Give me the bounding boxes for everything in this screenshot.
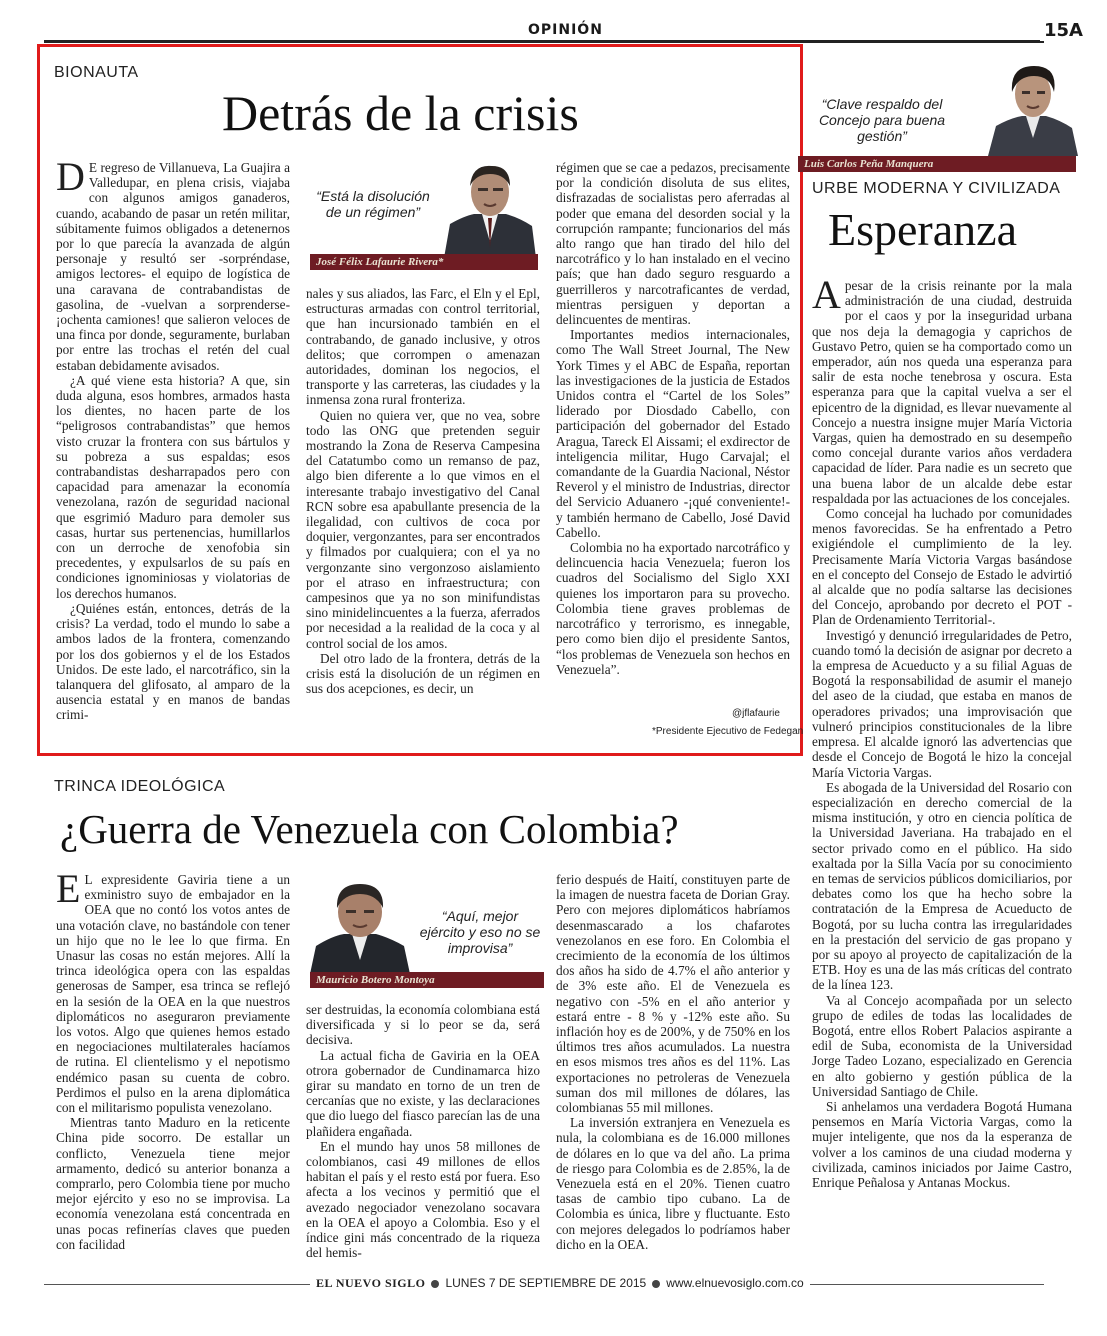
section-label: TRINCA IDEOLÓGICA — [54, 778, 226, 795]
header-rule — [44, 40, 1044, 43]
paragraph: Investigó y denunció irregularidades de Petro, cuando tomó la decisión de asignar por decreto a la empresa de Acueducto y a su filial Aguas de Bogotá la responsabilidad de asumir el manejo del aseo de la ciudad, que estaba en manos de operadores privados; una improvisación que vulneró principios constitucionales de la libre empresa. El alcalde ignoró las advertencias que desde el Concejo de Bogotá le hizo la concejal María Victoria Vargas. — [812, 627, 1072, 780]
article-column — [812, 272, 1072, 1268]
section-label: BIONAUTA — [54, 64, 139, 81]
paragraph: Colombia no ha exportado narcotráfico y delincuencia hacia Venezuela; fueron los cuadros del Socialismo del Siglo XXI quienes los importaron para su provecho. Colombia tiene graves problemas de narcotráfico y terrorismo, es innegable, pero como bien dijo el presidente Santos, “los problemas de Venezuela son hechos en Venezuela”. — [556, 540, 790, 677]
paragraph: Como concejal ha luchado por comunidades menos favorecidas. Se ha enfrentado a Petro exigiéndole el cumplimiento de la ley. Precisamente María Victoria Vargas basándose en el concepto del Consejo de Estado le advirtió al alcalde que no podía saltarse las decisiones del Concejo, aprobando por decreto el POT -Plan de Ordenamiento Territorial-. — [812, 506, 1072, 628]
footer-items — [310, 1276, 810, 1291]
paragraph: En el mundo hay unos 58 millones de colombianos, casi 49 millones de ellos habitan el país y el resto está por fuera. Eso afecta a los vecinos y permitió que el avezado negociador venezolano socavara en la OEA el apoyo a Colombia. Eso y el índice gini más concentrado de la riqueza del hemis- — [306, 1138, 540, 1261]
dropcap: D — [56, 154, 85, 199]
pullquote-text: “Clave respaldo del Concejo para buena gestión” — [818, 96, 946, 144]
paragraph: Importantes medios internacionales, como The Wall Street Journal, The New York Times y el ABC de España, reportan las investigaciones de la justicia de Estados Unidos contra el “Cartel de los Soles” liderado por Diosdado Cabello, con participación del gobernador del Estado Aragua, Tareck El Aissami; el exdirector de inteligencia militar, Hugo Carvajal; el comandante de la Guardia Nacional, Néstor Reverol y el ministro de Industrias, director del Servicio Aduanero -¡qué conveniente!- y también hermano de Cabello, José David Cabello. — [556, 327, 790, 540]
website-url: www.elnuevosiglo.com.co — [666, 1276, 804, 1290]
pullquote-author: José Félix Lafaurie Rivera* — [310, 254, 538, 270]
paragraph: Mientras tanto Maduro en la reticente China pide socorro. De estallar un conflicto, Venezuela tiene mejor armamento, dedicó su anterior bonanza a comprarlo, pero Colombia tiene por mucho mejor ejército y eso no se improvisa. La economía venezolana está concentrada en unas pocas refinerías claves que pueden con facilidad — [56, 1115, 290, 1252]
pullquote-author: Mauricio Botero Montoya — [310, 972, 544, 988]
headline: ¿Guerra de Venezuela con Colombia? — [60, 806, 679, 852]
paragraph: ser destruidas, la economía colombiana está diversificada y si lo peor se da, será decisiva. — [306, 1002, 540, 1048]
section-name: OPINIÓN — [520, 22, 611, 38]
paragraph: ferio después de Haití, constituyen parte de la imagen de nuestra faceta de Dorian Gray. Pero con mejores diplomáticos habríamos desenmascarado a los chafarotes venezolanos en ese foro. En Colombia el crecimiento de la economía de los últimos dos años ha sido de 4.7% el año anterior y de 3% este año. El de Venezuela es negativo con -5% en el año anterior y estará entre - 8 % y -12% este año. Su inflación hoy es de 200%, y de 750% en los últimos tres años acumulados. La nuestra en esos mismos tres años es del 11%. Las exportaciones no petroleras de Venezuela suman dos mil millones de dólares, las colombianas 55 mil millones. — [556, 872, 790, 1116]
author-portrait-icon — [444, 158, 536, 258]
pullquote — [792, 58, 1082, 176]
headline: Detrás de la crisis — [222, 85, 579, 141]
paragraph: D E regreso de Villanueva, La Guajira a Valledupar, en plena crisis, viajaba con algunos amigos ganaderos, cuando, acabando de pasar un retén militar, súbitamente fuimos obligados a detenernos por lo que parecía la avanzada de algún personaje y resultó ser -sorpréndase, amigos lectores- el equipo de logística de una caravana de contrabandistas de gasolina, de -vuelvan a sorprenderse- ¡ochenta camiones! que salieron veloces de una finca por donde, seguramente, burlaban por entre las trochas el retén del cual estaban debidamente avisados. — [56, 154, 290, 373]
issue-date: LUNES 7 DE SEPTIEMBRE DE 2015 — [445, 1276, 647, 1290]
article-column-2 — [306, 1002, 540, 1266]
author-footnote: *Presidente Ejecutivo de Fedegan — [652, 726, 804, 737]
dropcap: E — [56, 866, 81, 911]
headline: Esperanza — [828, 204, 1017, 255]
page-header — [0, 18, 1107, 46]
paragraph: régimen que se cae a pedazos, precisamente por la condición disoluta de sus elites, disfrazadas de socialistas pero aferradas al poder que emana del desorden social y la corrupción rampante; funcionarios del más alto rango que han tirado del hilo del narcotráfico y lo han instalado en el vecino país; que han dado seguro resguardo a guerrilleros y narcotraficantes de verdad, mientras persiguen y deportan a delincuentes de mentiras. — [556, 160, 790, 328]
article-column-1 — [56, 154, 290, 740]
bullet-icon — [652, 1280, 660, 1288]
paragraph: ¿A qué viene esta historia? A que, sin duda alguna, esos hombres, armados hasta los dientes, no hacen parte de los “peligrosos contrabandistas” que hemos visto cruzar la frontera con sus bártulos y su pobreza a sus espaldas; esos contrabandistas desharrapados pero con capacidad para amenazar la economía venezolana, razón de seguridad nacional que esgrimió Maduro para demoler sus casas, hurtar sus pertenencias, humillarlos con un derroche de xenofobia sin precedentes, y expulsarlos de su país en condiciones ignominiosas y violatorias de los derechos humanos. — [56, 372, 290, 601]
paragraph: La actual ficha de Gaviria en la OEA otrora gobernador de Cundinamarca hizo girar su mandato en torno de un tren de cercanías que no existe, y las declaraciones que dio luego del fiasco parecían las de una plañidera engañada. — [306, 1047, 540, 1139]
paragraph: Si anhelamos una verdadera Bogotá Humana pensemos en María Victoria Vargas, como la mujer inteligente, que nos da la esperanza de volver a los caminos de una ciudad moderna y civilizada, caminos iniciados por Jaime Castro, Enrique Peñalosa y Antanas Mockus. — [812, 1098, 1072, 1190]
pullquote-author: Luis Carlos Peña Manquera — [798, 156, 1076, 172]
bullet-icon — [431, 1280, 439, 1288]
section-label: URBE MODERNA Y CIVILIZADA — [812, 180, 1061, 197]
article-column-2 — [306, 286, 540, 740]
paragraph: E L expresidente Gaviria tiene a un exministro suyo de embajador en la OEA que no contó los votos antes de una votación clave, no bastándole con tener un hijo que no le lee lo que firma. En Unasur las cosas no están mejores. Allí la trinca ideológica opera con las espaldas generosas de Samper, esa trinca se reflejó en la sesión de la OEA en la que nuestros diplomáticos no aseguraron previamente los votos. Algo que quienes hemos estado en negociaciones multilaterales hacíamos de rutina. El clientelismo y el nepotismo endémico pasan su cuenta de cobro. Perdimos el pulso en la arena diplomática con el militarismo populista venezolano. — [56, 866, 290, 1116]
newspaper-name: EL NUEVO SIGLO — [316, 1276, 426, 1290]
dropcap: A — [812, 272, 841, 317]
paragraph: Es abogada de la Universidad del Rosario con especialización en derecho comercial de la misma institución, y otro en ciencia política de la Universidad Javeriana. Ha trabajado en el sector privado como en el público. Ha sido exaltada por la Silla Vacía por su conocimiento en temas de servicios públicos domiciliarios, por debates como los que ha hecho sobre la contratación de la Empresa de Acueducto de Bogotá, por su lucha contra las irregularidades en la prestación del servicio de gas propano y por su apoyo al proyecto de capitalización de la ETB. Hoy es una de las más críticas del contrato de la línea 123. — [812, 779, 1072, 993]
article-column-1 — [56, 866, 290, 1266]
pullquote — [304, 868, 548, 990]
paragraph: Quien no quiera ver, que no vea, sobre todo las ONG que pretenden seguir mostrando la Zona de Reserva Campesina del Catatumbo como un remanso de paz, algo bien diferente a lo que vimos en el interesante trabajo investigativo del Canal RCN sobre esa apabullante presencia de la ilegalidad, con cultivos de coca por doquier, vergonzantes, para ser encontrados y filmados por cualquiera; con el ya no vergonzante sino vergonzoso aislamiento por el atraso en infraestructura; con campesinos que ya no son minifundistas sino minidelincuentes a la fuerza, aferrados por necesidad a la realidad de la coca y al control social de los amos. — [306, 407, 540, 651]
paragraph: La inversión extranjera en Venezuela es nula, la colombiana es de 16.000 millones de dólares en lo que va del año. La prima de riesgo para Colombia es de 2.85%, la de Venezuela está en el 20%. Tienen cuatro tasas de cambio tipo cubano. La de Colombia es única, libre y fluctuante. Esto con mejores delegados lo podríamos haber dicho en la OEA. — [556, 1115, 790, 1252]
article-column-3 — [556, 872, 790, 1266]
author-handle: @jflafaurie — [732, 708, 780, 719]
paragraph: Apesar de la crisis reinante por la mala administración de una ciudad, destruida por el caos y por la inseguridad urbana que nos deja la demagogia y caprichos de Gustavo Petro, quien se ha comportado como un emperador, aún nos queda una esperanza para salir de esta noche tenebrosa y oscura. Esta esperanza para que la capital vuelva a ser el epicentro de la dignidad, es llevar nuevamente al Concejo a nuestra insigne mujer María Victoria Vargas, quien ha demostrado en su desempeño como concejal durante varios años verdadera capacidad de líder. Para nadie es un secreto que una buena labor de un alcalde debe estar respaldada por las actuaciones de los concejales. — [812, 272, 1072, 506]
paragraph: nales y sus aliados, las Farc, el Eln y el Epl, estructuras armadas con control territorial, que han incursionado también en el contrabando, de ganado inclusive, y otros delitos; que corrompen o amenazan autoridades, dominan los negocios, el transporte y las carreteras, las ciudades y la inmensa zona rural fronteriza. — [306, 286, 540, 408]
page-footer — [0, 1272, 1107, 1298]
article-column-3 — [556, 160, 790, 708]
author-portrait-icon — [310, 874, 410, 974]
pullquote — [306, 158, 542, 276]
page-number: 15A — [1040, 20, 1087, 41]
pullquote-text: “Aquí, mejor ejército y eso no se improvisa” — [419, 908, 541, 956]
pullquote-text: “Está la disolución de un régimen” — [316, 188, 430, 220]
author-portrait-icon — [988, 58, 1078, 156]
paragraph: Del otro lado de la frontera, detrás de la crisis está la disolución de un régimen en sus dos acepciones, es decir, un — [306, 650, 540, 697]
paragraph: ¿Quiénes están, entonces, detrás de la crisis? La verdad, todo el mundo lo sabe a ambos lados de la frontera, comenzando por los dos gobiernos y el de los Estados Unidos. De este lado, el narcotráfico, sin la talanquera del glifosato, al amparo de la ausencia estatal y en manos de bandas crimi- — [56, 600, 290, 723]
paragraph: Va al Concejo acompañada por un selecto grupo de ediles de todas las localidades de Bogotá, entre ellos Robert Palacios aspirante a edil de Suba, economista de la Universidad Jorge Tadeo Lozano, especializado en Gerencia en alto gobierno y gestión pública de la Universidad Santiago de Chile. — [812, 992, 1072, 1099]
